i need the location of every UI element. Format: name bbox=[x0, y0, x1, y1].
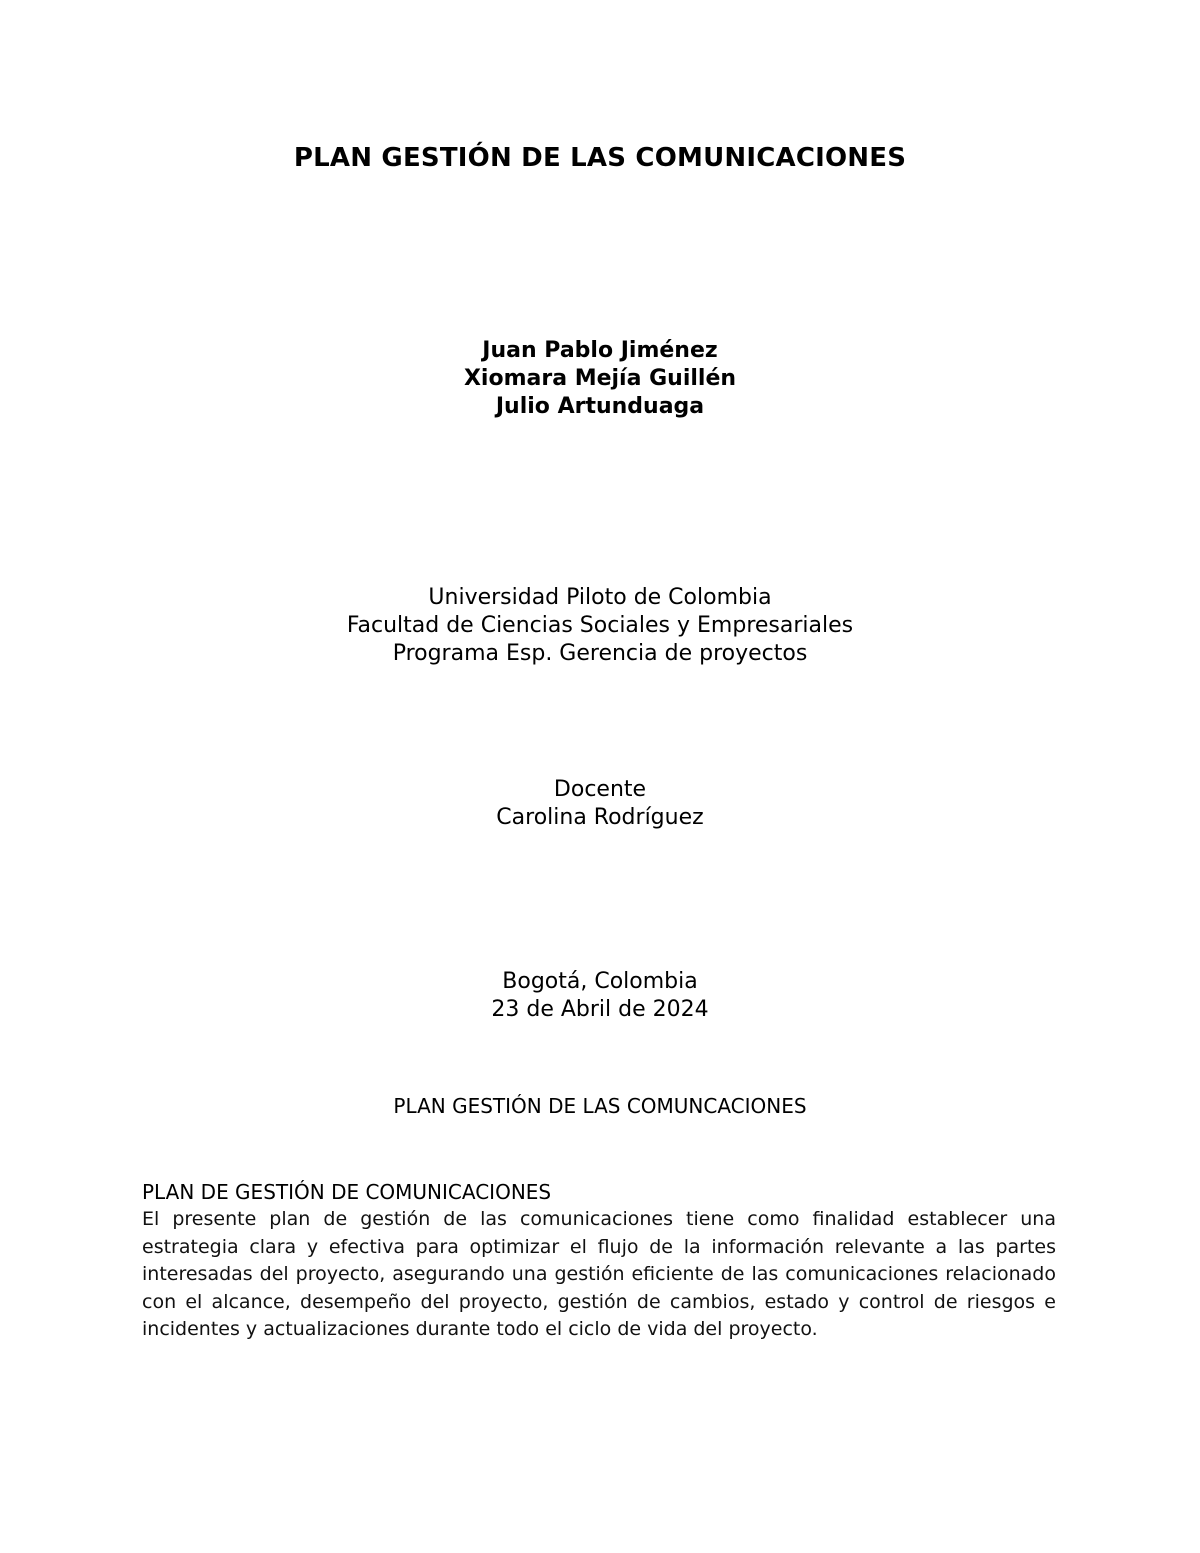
date: 23 de Abril de 2024 bbox=[491, 997, 709, 1022]
author-name: Xiomara Mejía Guillén bbox=[463, 366, 737, 391]
city: Bogotá, Colombia bbox=[502, 969, 698, 994]
authors-block bbox=[0, 337, 1200, 421]
author-name: Juan Pablo Jiménez bbox=[482, 338, 718, 363]
place-date-block bbox=[0, 968, 1200, 1024]
teacher-label: Docente bbox=[553, 777, 647, 802]
institution-block bbox=[0, 584, 1200, 668]
section-title: PLAN GESTIÓN DE LAS COMUNCACIONES bbox=[393, 1094, 807, 1118]
university-name: Universidad Piloto de Colombia bbox=[428, 585, 772, 610]
teacher-name: Carolina Rodríguez bbox=[496, 805, 704, 830]
teacher-block bbox=[0, 776, 1200, 832]
faculty-name: Facultad de Ciencias Sociales y Empresariales bbox=[346, 613, 854, 638]
document-title: PLAN GESTIÓN DE LAS COMUNICACIONES bbox=[293, 143, 907, 173]
author-name: Julio Artunduaga bbox=[495, 394, 705, 419]
body-paragraph: El presente plan de gestión de las comunicaciones tiene como finalidad establecer una estrategia clara y efectiva para optimizar el flujo de la información relevante a las partes interesadas del proyecto, asegurando una gestión eficiente de las comunicaciones relacionado con el alcance, desempeño del proyecto, gestión de cambios, estado y control de riesgos e incidentes y actualizaciones durante todo el ciclo de vida del proyecto. bbox=[142, 1208, 1056, 1340]
body-section bbox=[142, 1179, 1056, 1344]
program-name: Programa Esp. Gerencia de proyectos bbox=[392, 641, 808, 666]
body-heading: PLAN DE GESTIÓN DE COMUNICACIONES bbox=[142, 1180, 552, 1204]
